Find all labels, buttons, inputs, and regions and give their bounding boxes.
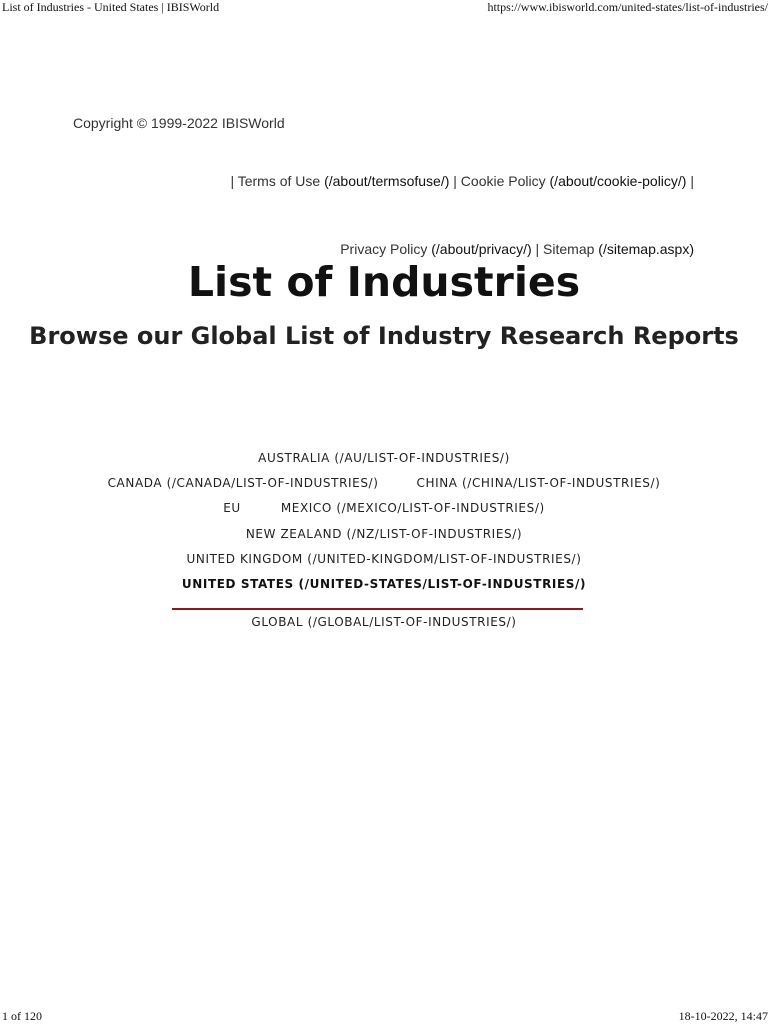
region-link-canada[interactable]: CANADA (/CANADA/LIST-OF-INDUSTRIES/) [107,476,379,490]
sitemap-path: (/sitemap.aspx) [598,241,694,257]
separator: | [531,241,544,257]
print-header [0,0,768,16]
print-footer [0,1009,768,1024]
region-link-united-kingdom[interactable]: UNITED KINGDOM (/UNITED-KINGDOM/LIST-OF-INDUSTRIES/) [186,552,582,566]
cookie-policy-path: (/about/cookie-policy/) [549,173,687,189]
print-page-title: List of Industries - United States | IBISWorld [2,0,220,14]
region-row [0,552,768,566]
page-counter: 1 of 120 [2,1009,42,1023]
terms-of-use-path: (/about/termsofuse/) [324,173,450,189]
copyright-notice: Copyright © 1999-2022 IBISWorld [73,115,285,131]
separator: | [449,173,461,189]
active-region-underline [172,608,583,610]
region-link-china[interactable]: CHINA (/CHINA/LIST-OF-INDUSTRIES/) [416,476,661,490]
region-link-eu[interactable]: EU [223,501,241,515]
cookie-policy-link[interactable] [461,173,687,189]
region-row-active [0,577,768,591]
print-page-url: https://www.ibisworld.com/united-states/list-of-industries/ [487,0,768,14]
page-title: List of Industries [187,258,581,306]
region-link-mexico[interactable]: MEXICO (/MEXICO/LIST-OF-INDUSTRIES/) [280,501,545,515]
cookie-policy-label: Cookie Policy [460,173,546,189]
terms-of-use-label: Terms of Use [237,173,321,189]
region-link-new-zealand[interactable]: NEW ZEALAND (/NZ/LIST-OF-INDUSTRIES/) [245,527,523,541]
page-subtitle: Browse our Global List of Industry Research Reports [29,322,739,350]
region-link-united-states[interactable]: UNITED STATES (/UNITED-STATES/LIST-OF-INDUSTRIES/) [181,577,587,591]
separator: | [686,173,694,189]
region-row [0,527,768,541]
region-row [0,476,768,490]
region-link-australia[interactable]: AUSTRALIA (/AU/LIST-OF-INDUSTRIES/) [258,451,510,465]
privacy-policy-link[interactable] [340,241,531,257]
region-row [0,615,768,629]
region-row [0,451,768,465]
sitemap-link[interactable] [543,241,694,257]
separator: | [230,173,238,189]
region-row [0,501,768,515]
terms-of-use-link[interactable] [238,173,450,189]
region-link-global[interactable]: GLOBAL (/GLOBAL/LIST-OF-INDUSTRIES/) [251,615,517,629]
privacy-policy-path: (/about/privacy/) [431,241,532,257]
print-timestamp: 18-10-2022, 14:47 [678,1009,768,1023]
privacy-policy-label: Privacy Policy [340,241,428,257]
privacy-links-row [340,241,694,257]
legal-links-row [230,173,694,189]
sitemap-label: Sitemap [543,241,595,257]
